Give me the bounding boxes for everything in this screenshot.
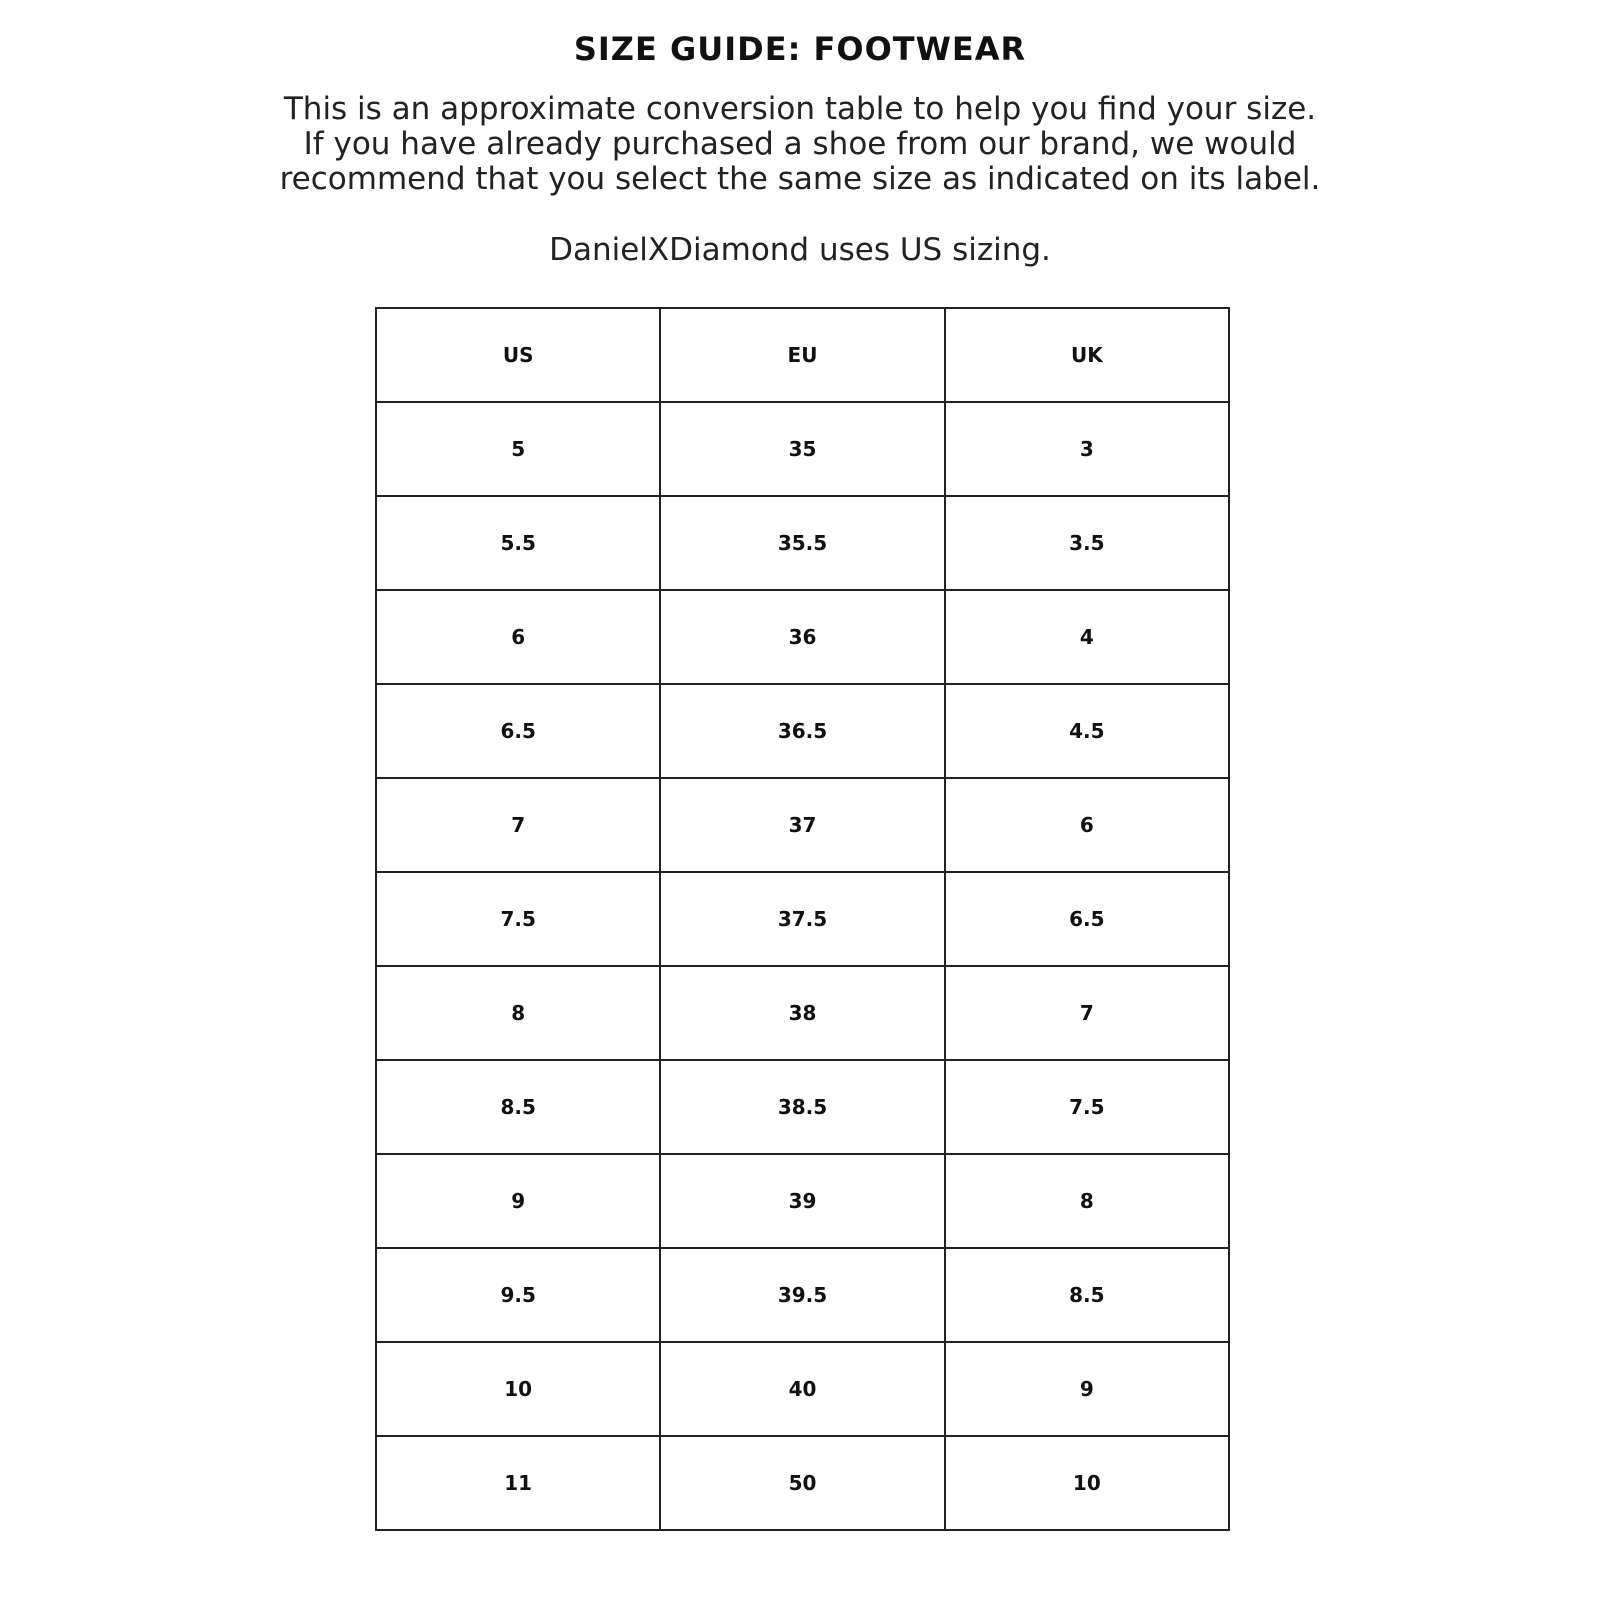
table-body: [376, 402, 1229, 1530]
table-row: [376, 1436, 1229, 1530]
cell-eu: 39.5: [660, 1248, 944, 1342]
cell-uk: 3.5: [945, 496, 1229, 590]
table-row: [376, 402, 1229, 496]
table-row: [376, 1060, 1229, 1154]
cell-eu: 38: [660, 966, 944, 1060]
column-header-eu: EU: [660, 308, 944, 402]
cell-uk: 10: [945, 1436, 1229, 1530]
table-row: [376, 496, 1229, 590]
intro-line: If you have already purchased a shoe from our brand, we would: [303, 126, 1297, 162]
cell-eu: 50: [660, 1436, 944, 1530]
table-row: [376, 1248, 1229, 1342]
cell-us: 6: [376, 590, 660, 684]
table-row: [376, 872, 1229, 966]
cell-us: 9: [376, 1154, 660, 1248]
cell-us: 5: [376, 402, 660, 496]
page-title: SIZE GUIDE: FOOTWEAR: [573, 30, 1027, 68]
cell-uk: 6: [945, 778, 1229, 872]
table-row: [376, 1342, 1229, 1436]
table-row: [376, 778, 1229, 872]
cell-eu: 39: [660, 1154, 944, 1248]
cell-eu: 35.5: [660, 496, 944, 590]
cell-eu: 37: [660, 778, 944, 872]
cell-eu: 36.5: [660, 684, 944, 778]
cell-us: 11: [376, 1436, 660, 1530]
cell-eu: 35: [660, 402, 944, 496]
cell-us: 6.5: [376, 684, 660, 778]
table-header-row: [376, 308, 1229, 402]
table-row: [376, 1154, 1229, 1248]
size-conversion-table: [375, 307, 1230, 1531]
cell-us: 8.5: [376, 1060, 660, 1154]
cell-eu: 36: [660, 590, 944, 684]
cell-us: 9.5: [376, 1248, 660, 1342]
sizing-note: DanielXDiamond uses US sizing.: [549, 232, 1051, 268]
table-row: [376, 966, 1229, 1060]
cell-eu: 37.5: [660, 872, 944, 966]
cell-eu: 40: [660, 1342, 944, 1436]
cell-us: 7: [376, 778, 660, 872]
intro-line: This is an approximate conversion table to help you find your size.: [283, 91, 1317, 127]
cell-uk: 8: [945, 1154, 1229, 1248]
table-row: [376, 590, 1229, 684]
cell-eu: 38.5: [660, 1060, 944, 1154]
cell-uk: 7: [945, 966, 1229, 1060]
table-row: [376, 684, 1229, 778]
cell-uk: 7.5: [945, 1060, 1229, 1154]
cell-uk: 4.5: [945, 684, 1229, 778]
intro-line: recommend that you select the same size as indicated on its label.: [279, 161, 1321, 197]
intro-paragraph: [0, 92, 1600, 197]
cell-us: 5.5: [376, 496, 660, 590]
cell-uk: 3: [945, 402, 1229, 496]
cell-uk: 4: [945, 590, 1229, 684]
cell-uk: 9: [945, 1342, 1229, 1436]
column-header-us: US: [376, 308, 660, 402]
cell-uk: 6.5: [945, 872, 1229, 966]
cell-us: 7.5: [376, 872, 660, 966]
cell-uk: 8.5: [945, 1248, 1229, 1342]
column-header-uk: UK: [945, 308, 1229, 402]
cell-us: 10: [376, 1342, 660, 1436]
cell-us: 8: [376, 966, 660, 1060]
